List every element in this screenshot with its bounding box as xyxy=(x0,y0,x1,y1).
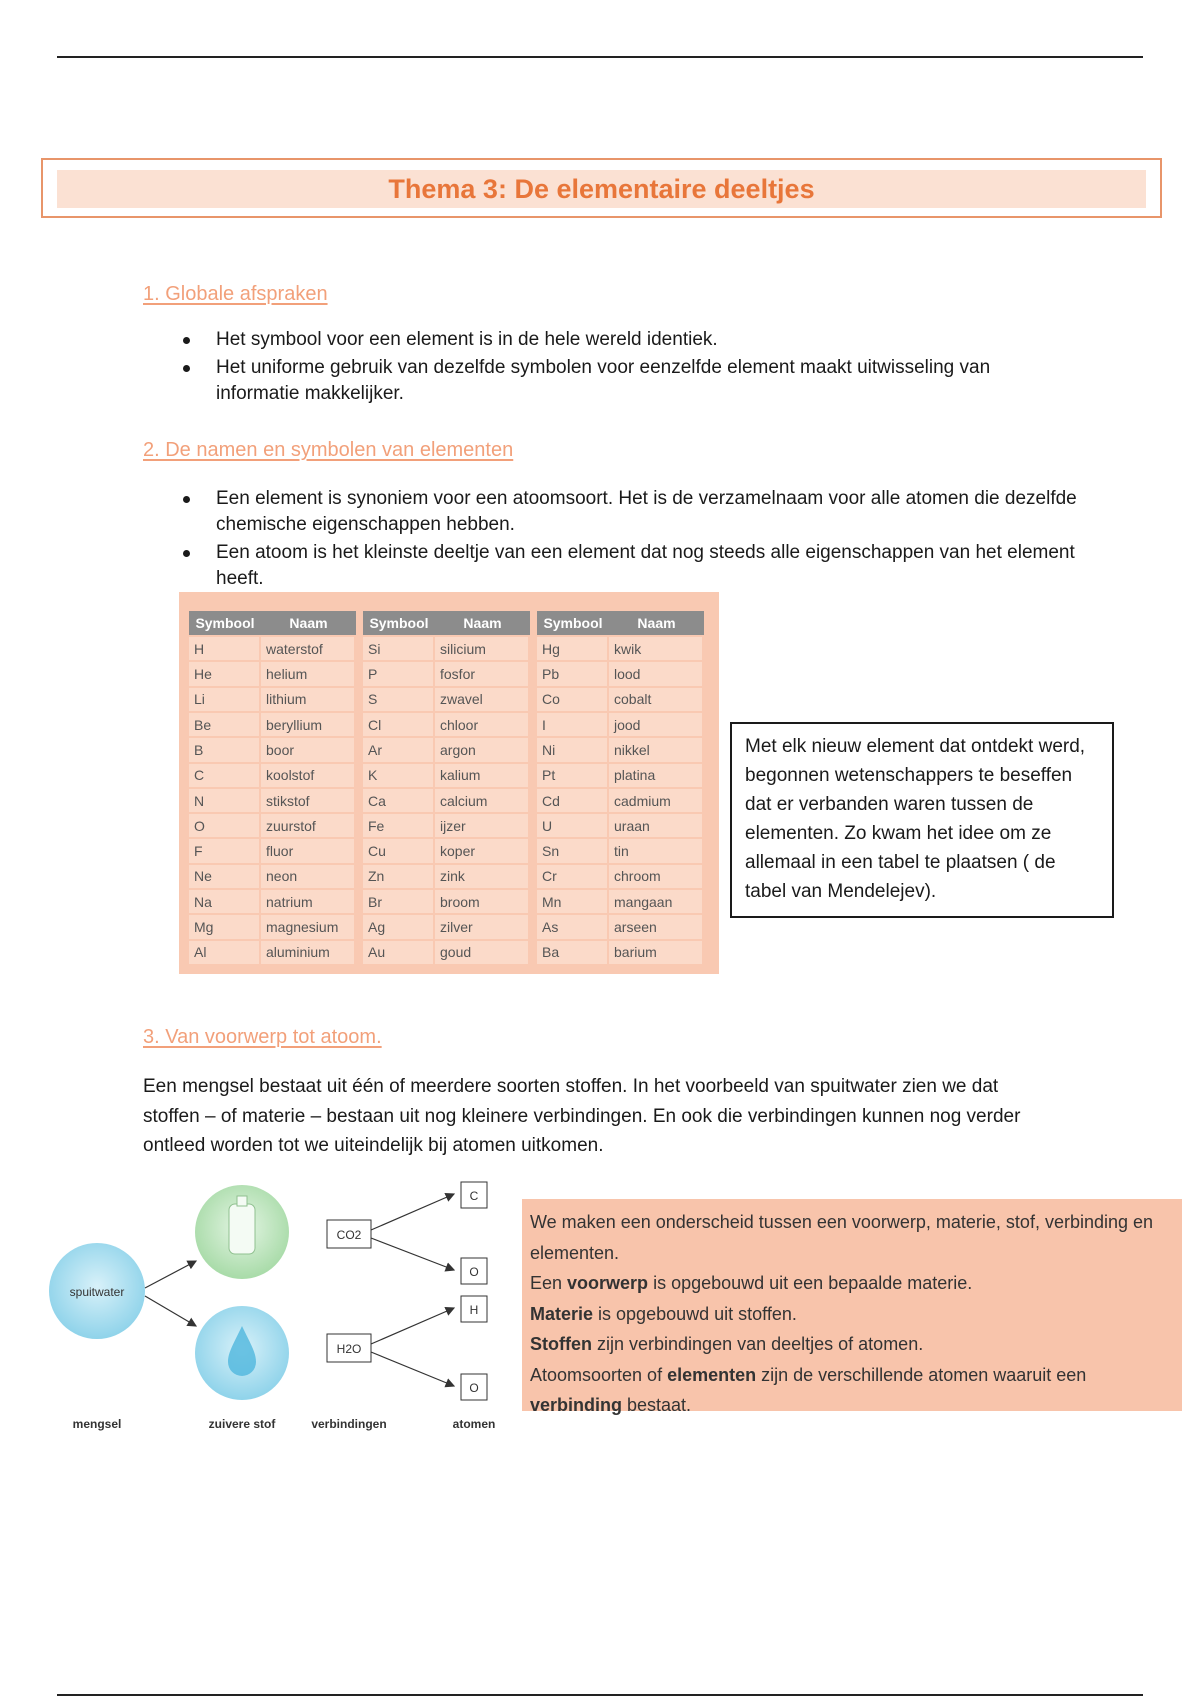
element-symbol: Br xyxy=(363,890,435,913)
bullet-list-2 xyxy=(178,486,1078,594)
table-row xyxy=(363,637,530,660)
element-symbol: Zn xyxy=(363,865,435,888)
mixture-label: spuitwater xyxy=(69,1285,125,1299)
definition-line: Materie is opgebouwd uit stoffen. xyxy=(530,1303,797,1324)
element-symbol: N xyxy=(189,789,261,812)
table-row xyxy=(363,890,530,913)
element-name: aluminium xyxy=(261,941,356,964)
element-name: kwik xyxy=(609,637,704,660)
definitions-box xyxy=(522,1199,1182,1415)
table-row xyxy=(537,865,704,888)
table-row xyxy=(537,738,704,761)
table-header: Naam xyxy=(609,611,704,635)
element-name: calcium xyxy=(435,789,530,812)
section-heading-2: 2. De namen en symbolen van elementen xyxy=(143,439,514,461)
atom-label: C xyxy=(469,1189,479,1203)
definition-line: Een voorwerp is opgebouwd uit een bepaalde materie. xyxy=(530,1273,973,1293)
table-row xyxy=(189,890,356,913)
table-header: Symbool xyxy=(363,611,435,635)
table-row xyxy=(363,839,530,862)
definition-line: Atoomsoorten of elementen zijn de verschillende atomen waaruit een verbinding bestaat. xyxy=(530,1364,1087,1415)
table-row xyxy=(189,941,356,964)
element-name: cadmium xyxy=(609,789,704,812)
element-name: stikstof xyxy=(261,789,356,812)
atom-label: O xyxy=(469,1265,479,1279)
element-name: jood xyxy=(609,713,704,736)
table-header: Symbool xyxy=(537,611,609,635)
gas-bottle-icon xyxy=(229,1204,255,1254)
element-symbol: Cd xyxy=(537,789,609,812)
element-name: zuurstof xyxy=(261,814,356,837)
element-name: uraan xyxy=(609,814,704,837)
table-row xyxy=(363,662,530,685)
element-symbol: Au xyxy=(363,941,435,964)
table-row xyxy=(189,637,356,660)
arrow xyxy=(371,1238,454,1270)
element-symbol: As xyxy=(537,915,609,938)
element-name: neon xyxy=(261,865,356,888)
table-row xyxy=(537,637,704,660)
table-row xyxy=(537,941,704,964)
table-row xyxy=(537,713,704,736)
arrow xyxy=(371,1308,454,1344)
element-symbol: O xyxy=(189,814,261,837)
element-name: boor xyxy=(261,738,356,761)
arrow xyxy=(371,1194,454,1230)
element-name: tin xyxy=(609,839,704,862)
element-name: nikkel xyxy=(609,738,704,761)
column-label: zuivere stof xyxy=(208,1417,276,1431)
element-name: kalium xyxy=(435,764,530,787)
element-name: mangaan xyxy=(609,890,704,913)
element-symbol: Na xyxy=(189,890,261,913)
table-row xyxy=(189,865,356,888)
element-symbol: Pt xyxy=(537,764,609,787)
element-name: broom xyxy=(435,890,530,913)
element-symbol: I xyxy=(537,713,609,736)
table-row xyxy=(189,688,356,711)
table-row xyxy=(537,915,704,938)
element-name: goud xyxy=(435,941,530,964)
element-name: silicium xyxy=(435,637,530,660)
column-label: atomen xyxy=(452,1417,496,1431)
element-symbol: Ni xyxy=(537,738,609,761)
page-title: Thema 3: De elementaire deeltjes xyxy=(57,170,1146,208)
column-label: mengsel xyxy=(72,1417,122,1431)
element-symbol: K xyxy=(363,764,435,787)
list-item: Een atoom is het kleinste deeltje van een element dat nog steeds alle eigenschappen van het element heeft. xyxy=(178,540,1078,592)
elements-table xyxy=(179,592,719,974)
arrow xyxy=(145,1261,196,1288)
element-symbol: Cl xyxy=(363,713,435,736)
element-symbol: Cr xyxy=(537,865,609,888)
bullet-list-1 xyxy=(178,327,1078,409)
element-symbol: H xyxy=(189,637,261,660)
table-row xyxy=(189,662,356,685)
element-name: barium xyxy=(609,941,704,964)
table-row xyxy=(537,890,704,913)
table-row xyxy=(189,764,356,787)
element-symbol: Ne xyxy=(189,865,261,888)
element-name: koper xyxy=(435,839,530,862)
section-heading-1: 1. Globale afspraken xyxy=(143,283,328,305)
table-header: Naam xyxy=(261,611,356,635)
arrow xyxy=(371,1352,454,1386)
element-symbol: Ca xyxy=(363,789,435,812)
element-symbol: F xyxy=(189,839,261,862)
element-symbol: Si xyxy=(363,637,435,660)
table-row xyxy=(363,941,530,964)
table-row xyxy=(537,814,704,837)
definition-line: Stoffen zijn verbindingen van deeltjes of atomen. xyxy=(530,1334,924,1354)
element-symbol: C xyxy=(189,764,261,787)
table-row xyxy=(189,814,356,837)
element-name: argon xyxy=(435,738,530,761)
table-row xyxy=(363,713,530,736)
section-heading-3: 3. Van voorwerp tot atoom. xyxy=(143,1026,382,1048)
table-header: Symbool xyxy=(189,611,261,635)
elements-subtable xyxy=(537,609,704,966)
element-symbol: Fe xyxy=(363,814,435,837)
table-row xyxy=(537,839,704,862)
element-symbol: Hg xyxy=(537,637,609,660)
element-name: natrium xyxy=(261,890,356,913)
element-name: ijzer xyxy=(435,814,530,837)
column-label: verbindingen xyxy=(311,1417,387,1431)
element-symbol: Be xyxy=(189,713,261,736)
list-item: Een element is synoniem voor een atoomsoort. Het is de verzamelnaam voor alle atomen die dezelfde chemische eigenschappen hebben. xyxy=(178,486,1078,538)
table-row xyxy=(537,764,704,787)
table-row xyxy=(363,865,530,888)
element-name: lood xyxy=(609,662,704,685)
mendelejev-note: Met elk nieuw element dat ontdekt werd, begonnen wetenschappers te beseffen dat er verbanden waren tussen de elementen. Zo kwam het idee om ze allemaal in een tabel te plaatsen ( de tabel van Mendelejev). xyxy=(730,722,1114,918)
table-row xyxy=(363,764,530,787)
list-item: Het symbool voor een element is in de hele wereld identiek. xyxy=(178,327,1078,353)
element-name: zink xyxy=(435,865,530,888)
element-name: cobalt xyxy=(609,688,704,711)
table-row xyxy=(363,915,530,938)
intro-paragraph: Een mengsel bestaat uit één of meerdere soorten stoffen. In het voorbeeld van spuitwater zien we dat stoffen – of materie – bestaan uit nog kleinere verbindingen. En ook die verbindingen kunnen nog verder ontleed worden tot we uiteindelijk bij atomen uitkomen. xyxy=(143,1076,1021,1156)
table-row xyxy=(189,713,356,736)
element-name: magnesium xyxy=(261,915,356,938)
element-name: chloor xyxy=(435,713,530,736)
bottom-rule xyxy=(57,1694,1143,1696)
co2-label: CO2 xyxy=(336,1228,362,1242)
element-symbol: Co xyxy=(537,688,609,711)
element-name: chroom xyxy=(609,865,704,888)
table-row xyxy=(537,789,704,812)
table-row xyxy=(189,915,356,938)
elements-subtable xyxy=(363,609,530,966)
table-row xyxy=(537,662,704,685)
element-symbol: Li xyxy=(189,688,261,711)
element-name: zilver xyxy=(435,915,530,938)
element-symbol: P xyxy=(363,662,435,685)
element-name: helium xyxy=(261,662,356,685)
table-row xyxy=(363,814,530,837)
arrow xyxy=(145,1296,196,1326)
element-name: platina xyxy=(609,764,704,787)
element-symbol: Cu xyxy=(363,839,435,862)
element-name: zwavel xyxy=(435,688,530,711)
table-row xyxy=(537,688,704,711)
element-name: arseen xyxy=(609,915,704,938)
table-row xyxy=(189,789,356,812)
elements-subtable xyxy=(189,609,356,966)
element-name: waterstof xyxy=(261,637,356,660)
element-symbol: Al xyxy=(189,941,261,964)
element-symbol: Mn xyxy=(537,890,609,913)
element-symbol: Ar xyxy=(363,738,435,761)
element-name: lithium xyxy=(261,688,356,711)
top-rule xyxy=(57,56,1143,58)
element-name: fosfor xyxy=(435,662,530,685)
definition-intro: We maken een onderscheid tussen een voorwerp, materie, stof, verbinding en elementen. xyxy=(530,1212,1154,1263)
element-symbol: Pb xyxy=(537,662,609,685)
element-symbol: S xyxy=(363,688,435,711)
table-row xyxy=(189,839,356,862)
table-row xyxy=(363,789,530,812)
gas-bottle-neck xyxy=(237,1196,247,1206)
h2o-label: H2O xyxy=(336,1342,362,1356)
atom-label: H xyxy=(469,1303,479,1317)
element-symbol: B xyxy=(189,738,261,761)
table-row xyxy=(189,738,356,761)
atom-label: O xyxy=(469,1381,479,1395)
element-symbol: Mg xyxy=(189,915,261,938)
element-symbol: He xyxy=(189,662,261,685)
list-item: Het uniforme gebruik van dezelfde symbolen voor eenzelfde element maakt uitwisseling van informatie makkelijker. xyxy=(178,355,1078,407)
table-header: Naam xyxy=(435,611,530,635)
table-row xyxy=(363,738,530,761)
table-row xyxy=(363,688,530,711)
element-symbol: Ba xyxy=(537,941,609,964)
element-symbol: Ag xyxy=(363,915,435,938)
decomposition-diagram xyxy=(44,1168,514,1440)
element-name: beryllium xyxy=(261,713,356,736)
element-name: fluor xyxy=(261,839,356,862)
title-box xyxy=(41,158,1162,218)
element-symbol: Sn xyxy=(537,839,609,862)
element-symbol: U xyxy=(537,814,609,837)
element-name: koolstof xyxy=(261,764,356,787)
